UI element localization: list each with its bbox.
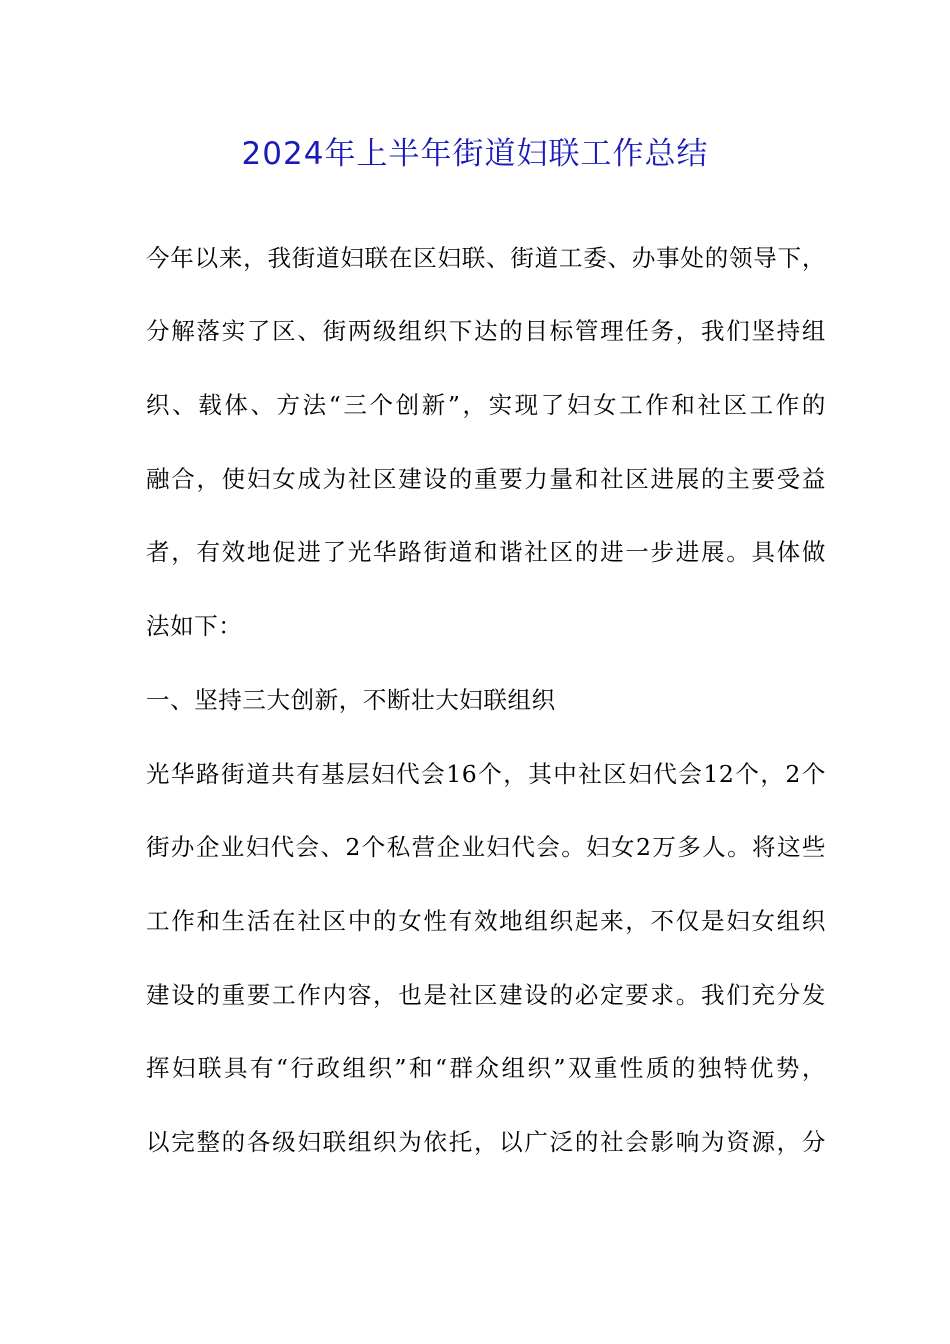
document-title: 2024年上半年街道妇联工作总结 — [241, 136, 709, 172]
paragraph-line-9: 工作和生活在社区中的女性有效地组织起来，不仅是妇女组织 — [146, 907, 826, 935]
paragraph-line-10: 建设的重要工作内容，也是社区建设的必定要求。我们充分发 — [146, 981, 826, 1009]
paragraph-line-2: 分解落实了区、街两级组织下达的目标管理任务，我们坚持组 — [146, 317, 826, 345]
paragraph-line-7: 光华路街道共有基层妇代会16个，其中社区妇代会12个，2个 — [146, 760, 826, 788]
paragraph-line-1: 今年以来，我街道妇联在区妇联、街道工委、办事处的领导下， — [146, 244, 826, 272]
paragraph-line-3: 织、载体、方法“三个创新”，实现了妇女工作和社区工作的 — [146, 391, 826, 419]
paragraph-line-4: 融合，使妇女成为社区建设的重要力量和社区进展的主要受益 — [146, 465, 826, 493]
paragraph-line-6: 法如下： — [146, 612, 243, 640]
paragraph-line-8: 街办企业妇代会、2个私营企业妇代会。妇女2万多人。将这些 — [146, 833, 826, 861]
paragraph-line-12: 以完整的各级妇联组织为依托，以广泛的社会影响为资源，分 — [146, 1128, 826, 1156]
section-heading-1: 一、坚持三大创新，不断壮大妇联组织 — [146, 686, 556, 714]
paragraph-line-5: 者，有效地促进了光华路街道和谐社区的进一步进展。具体做 — [146, 538, 826, 566]
paragraph-line-11: 挥妇联具有“行政组织”和“群众组织”双重性质的独特优势， — [146, 1054, 826, 1082]
